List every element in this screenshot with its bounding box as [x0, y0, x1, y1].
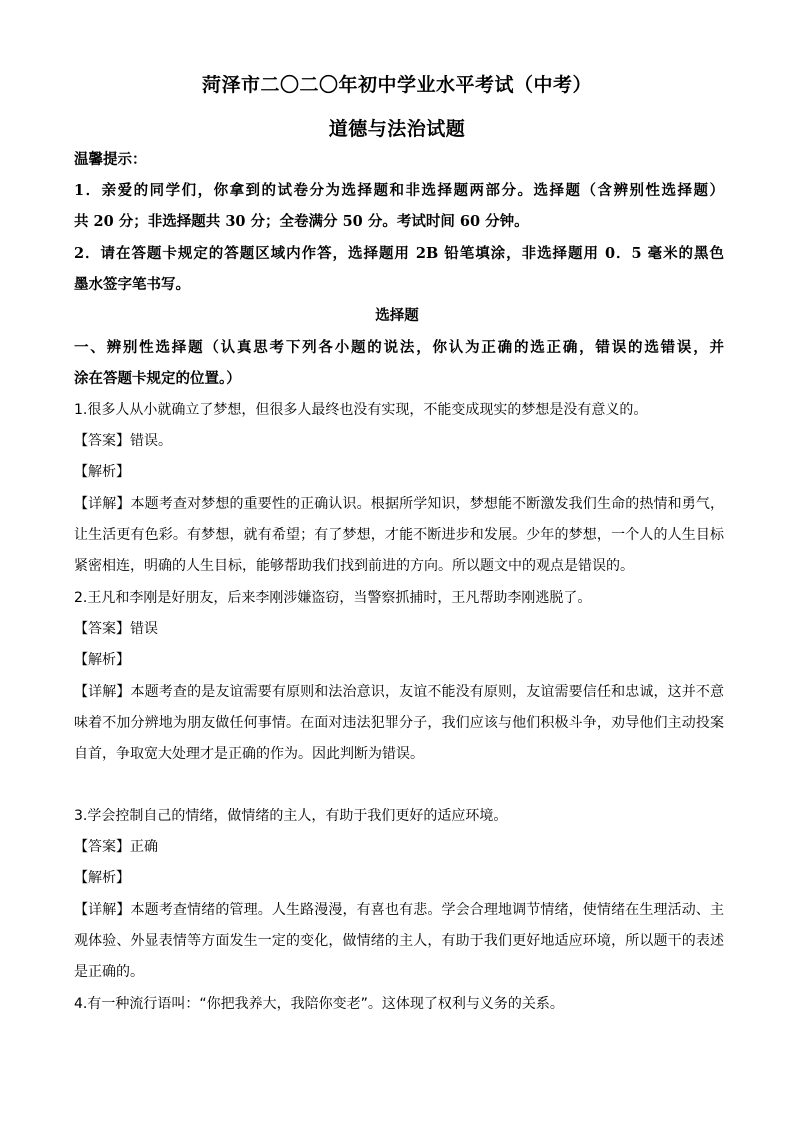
notice-line-1: 1．亲爱的同学们，你拿到的试卷分为选择题和非选择题两部分。选择题（含辨别性选择题） [74, 182, 724, 199]
q2-detail-line-3: 自首，争取宽大处理才是正确的作为。因此判断为错误。 [74, 746, 424, 762]
detail-label: 【详解】 [74, 902, 131, 918]
q1-analysis-label: 【解析】 [74, 464, 130, 480]
answer-label: 【答案】 [74, 433, 130, 449]
q3-detail-line-2: 观体验、外显表情等方面发生一定的变化，做情绪的主人，有助于我们更好地适应环境，所以题干的表述 [74, 933, 724, 949]
detail-label: 【详解】 [74, 684, 131, 700]
question-1: 1.很多人从小就确立了梦想，但很多人最终也没有实现，不能变成现实的梦想是没有意义的。 [74, 402, 648, 418]
exam-subtitle: 道德与法治试题 [328, 118, 466, 140]
q1-detail-line-3: 紧密相连，明确的人生目标，能够帮助我们找到前进的方向。所以题文中的观点是错误的。 [74, 558, 634, 574]
question-3: 3.学会控制自己的情绪，做情绪的主人，有助于我们更好的适应环境。 [74, 808, 508, 824]
q3-detail-line-1 [74, 900, 724, 920]
detail-label: 【详解】 [74, 496, 131, 512]
q3-answer: 正确 [130, 839, 158, 855]
notice-line-4: 墨水签字笔书写。 [74, 276, 190, 293]
answer-label: 【答案】 [74, 621, 130, 637]
q2-detail-text-1: 本题考查的是友谊需要有原则和法治意识，友谊不能没有原则，友谊需要信任和忠诚，这并不意 [130, 684, 725, 700]
q1-answer-row [74, 431, 724, 451]
q1-detail-line-2: 让生活更有色彩。有梦想，就有希望；有了梦想，才能不断进步和发展。少年的梦想，一个人的人生目标 [74, 527, 724, 543]
q2-detail-line-1 [74, 682, 724, 702]
question-2: 2.王凡和李刚是好朋友，后来李刚涉嫌盗窃，当警察抓捕时，王凡帮助李刚逃脱了。 [74, 590, 592, 606]
q2-detail-line-2: 味着不加分辨地为朋友做任何事情。在面对违法犯罪分子，我们应该与他们积极斗争，劝导他们主动投案 [74, 715, 724, 731]
notice-heading: 温馨提示： [74, 151, 147, 168]
exam-title: 菏泽市二〇二〇年初中学业水平考试（中考） [201, 74, 592, 96]
q1-detail-text-1: 本题考查对梦想的重要性的正确认识。根据所学知识，梦想能不断激发我们生命的热情和勇气， [130, 496, 725, 512]
q2-answer: 错误 [130, 621, 158, 637]
q3-answer-row [74, 837, 724, 857]
part1-instruction-line-1: 一、辨别性选择题（认真思考下列各小题的说法，你认为正确的选正确，错误的选错误，并 [74, 339, 724, 356]
q1-detail-line-1 [74, 494, 724, 514]
q3-analysis-label: 【解析】 [74, 870, 130, 886]
section-heading: 选择题 [375, 307, 419, 324]
notice-line-2: 共 20 分；非选择题共 30 分；全卷满分 50 分。考试时间 60 分钟。 [74, 213, 529, 230]
notice-line-3: 2．请在答题卡规定的答题区域内作答，选择题用 2B 铅笔填涂，非选择题用 0．5 毫米的黑色 [74, 245, 724, 262]
question-4: 4.有一种流行语叫：“你把我养大，我陪你变老”。这体现了权利与义务的关系。 [74, 996, 564, 1012]
q1-answer: 错误。 [130, 433, 172, 449]
q3-detail-line-3: 是正确的。 [74, 964, 144, 980]
q2-answer-row [74, 619, 724, 639]
part1-instruction-line-2: 涂在答题卡规定的位置。） [74, 370, 241, 387]
answer-label: 【答案】 [74, 839, 130, 855]
q2-analysis-label: 【解析】 [74, 652, 130, 668]
q3-detail-text-1: 本题考查情绪的管理。人生路漫漫，有喜也有悲。学会合理地调节情绪，使情绪在生理活动、主 [130, 902, 725, 918]
